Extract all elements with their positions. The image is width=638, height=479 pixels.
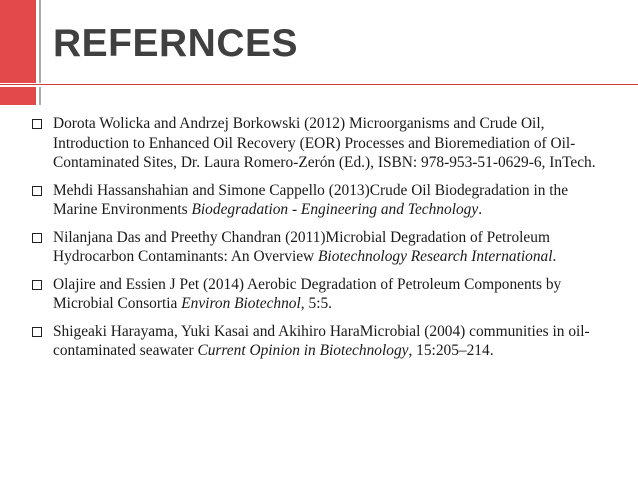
- reference-source: Environ Biotechnol: [181, 295, 301, 312]
- square-bullet-icon: [32, 327, 42, 337]
- reference-item: [32, 228, 607, 267]
- reference-source: Current Opinion in Biotechnology: [197, 342, 409, 359]
- divider-bar-top: [39, 0, 41, 83]
- reference-item: [32, 114, 607, 173]
- reference-item: [32, 275, 607, 314]
- square-bullet-icon: [32, 280, 42, 290]
- accent-bar-bottom: [0, 87, 36, 105]
- reference-text: [53, 275, 607, 314]
- reference-segment: Shigeaki Harayama, Yuki Kasai and Akihiro HaraMicrobial (2004) communities in oil-contaminated seawater: [53, 322, 590, 359]
- reference-list: [32, 114, 607, 369]
- reference-item: [32, 322, 607, 361]
- accent-bar-top: [0, 0, 36, 83]
- square-bullet-icon: [32, 119, 42, 129]
- reference-segment: , 5:5.: [300, 295, 333, 312]
- square-bullet-icon: [32, 186, 42, 196]
- reference-text: [53, 322, 607, 361]
- title-underline: [0, 84, 638, 85]
- reference-segment: Mehdi Hassanshahian and Simone Cappello (2013)Crude Oil Biodegradation in the Marine Environments: [53, 181, 569, 218]
- square-bullet-icon: [32, 233, 42, 243]
- reference-text: [53, 181, 607, 220]
- reference-source: Biodegradation - Engineering and Technology: [191, 201, 479, 218]
- slide-title: REFERNCES: [53, 22, 299, 65]
- reference-segment: .: [552, 248, 557, 265]
- divider-bar-bottom: [39, 87, 41, 105]
- reference-segment: Olajire and Essien J Pet (2014) Aerobic Degradation of Petroleum Components by Microbial Consortia: [53, 275, 562, 312]
- reference-segment: , 15:205–214.: [408, 342, 494, 359]
- reference-item: [32, 181, 607, 220]
- reference-text: [53, 114, 607, 173]
- reference-text: [53, 228, 607, 267]
- reference-source: Biotechnology Research International: [318, 248, 553, 265]
- reference-segment: .: [478, 201, 483, 218]
- reference-segment: Nilanjana Das and Preethy Chandran (2011)Microbial Degradation of Petroleum Hydrocarbon Contaminants: An Overview: [53, 228, 550, 265]
- reference-segment: Dorota Wolicka and Andrzej Borkowski (2012) Microorganisms and Crude Oil, Introduction to Enhanced Oil Recovery (EOR) Processes and Bioremediation of Oil-Contaminated Sites, Dr. Laura Romero-Zerón (Ed.), ISBN: 978-953-51-0629-6, InTech.: [53, 115, 596, 171]
